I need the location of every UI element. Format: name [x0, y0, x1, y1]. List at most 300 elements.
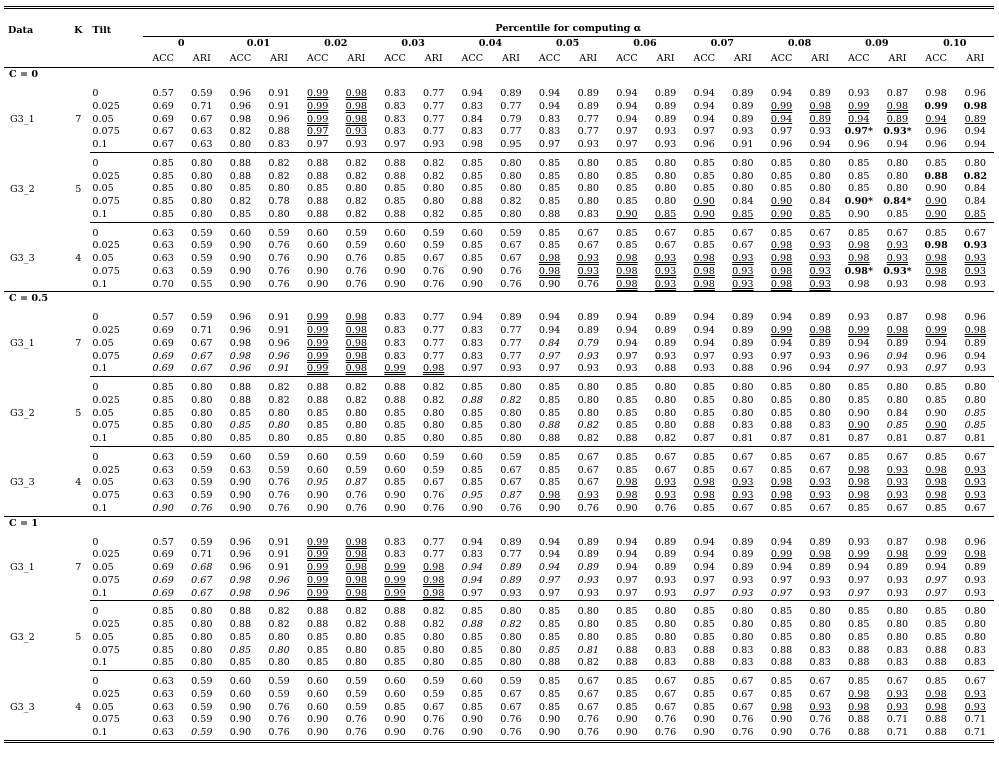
ari-cell: 0.89 [654, 536, 677, 548]
acc-cell: 0.88 [297, 209, 338, 222]
acc-cell: 0.85 [297, 433, 338, 446]
acc-cell: 0.90 [925, 420, 947, 432]
header-percentile-4: 0.04 [478, 38, 503, 50]
table-row [4, 645, 994, 658]
acc-cell: 0.98 [848, 701, 870, 713]
header-ari: ARI [957, 52, 994, 68]
ari-cell: 0.67 [809, 464, 831, 476]
tilt-value: 0.1 [90, 279, 142, 292]
ari-cell: 0.80 [500, 420, 522, 432]
acc-cell: 0.99 [297, 363, 338, 376]
acc-cell: 0.98 [848, 490, 870, 501]
acc-cell: 0.90 [848, 420, 870, 432]
ari-cell: 0.93 [654, 253, 677, 264]
tilt-value: 0.025 [92, 394, 120, 406]
ari-cell: 0.93 [964, 701, 987, 713]
ari-cell: 0.67 [732, 464, 754, 476]
acc-cell: 0.97 [529, 139, 570, 152]
acc-cell: 0.85 [152, 157, 174, 169]
ari-cell: 0.79 [500, 113, 522, 125]
ari-cell: 0.83 [647, 657, 683, 670]
ari-cell: 0.80 [886, 606, 909, 618]
acc-cell: 0.85 [925, 619, 947, 630]
acc-cell: 0.88 [924, 170, 948, 182]
ari-cell: 0.93 [732, 350, 754, 362]
table-row [4, 126, 994, 139]
acc-cell: 0.63 [152, 464, 174, 476]
acc-cell: 0.85 [616, 464, 638, 476]
ari-cell: 0.80 [191, 606, 213, 618]
ari-cell: 0.89 [577, 100, 599, 112]
acc-cell: 0.60 [384, 227, 406, 239]
ari-cell: 0.89 [500, 574, 522, 586]
tilt-value: 0.075 [92, 420, 120, 432]
tilt-value: 0.05 [92, 183, 114, 195]
ari-cell: 0.85 [802, 209, 838, 222]
ari-cell: 0.67 [732, 701, 754, 713]
acc-cell: 0.94 [693, 100, 715, 112]
tilt-value: 0 [92, 606, 99, 618]
table-row [4, 382, 994, 395]
acc-cell: 0.98 [452, 139, 493, 152]
header-ari: ARI [416, 52, 452, 68]
acc-cell: 0.90 [529, 279, 570, 292]
ari-cell: 0.80 [964, 619, 987, 630]
table-row [4, 433, 994, 446]
ari-cell: 0.59 [191, 490, 213, 501]
acc-cell: 0.90 [374, 279, 415, 292]
tilt-value: 0.025 [92, 240, 120, 252]
ari-cell: 0.93 [647, 588, 683, 601]
acc-cell: 0.88 [229, 619, 252, 630]
acc-cell: 0.94 [693, 88, 715, 99]
ari-cell: 0.82 [268, 394, 290, 406]
ari-cell: 0.80 [500, 170, 522, 182]
header-percentile-0: 0 [177, 38, 185, 50]
acc-cell: 0.85 [925, 451, 947, 463]
acc-cell: 0.80 [220, 139, 261, 152]
acc-cell: 0.85 [925, 157, 947, 169]
acc-cell: 0.99 [307, 113, 329, 125]
acc-cell: 0.98 [684, 279, 725, 292]
header-acc: ACC [761, 52, 802, 68]
acc-cell: 0.90 [770, 196, 793, 207]
acc-cell: 0.97 [616, 574, 638, 586]
acc-cell: 0.99 [307, 325, 329, 336]
acc-cell: 0.85 [538, 394, 561, 406]
acc-cell: 0.94 [693, 325, 715, 336]
acc-cell: 0.99 [307, 337, 329, 349]
acc-cell: 0.83 [384, 100, 406, 112]
ari-cell: 0.94 [879, 139, 915, 152]
table-row [4, 549, 994, 562]
ari-cell: 0.91 [268, 312, 290, 324]
ari-cell: 0.77 [422, 350, 445, 362]
acc-cell: 0.88 [538, 420, 561, 432]
ari-cell: 0.83 [261, 139, 297, 152]
acc-cell: 0.88 [848, 714, 870, 726]
acc-cell: 0.98 [538, 265, 561, 277]
acc-cell: 0.97* [844, 126, 873, 138]
acc-cell: 0.85 [538, 631, 561, 643]
header-ari: ARI [338, 52, 374, 68]
acc-cell: 0.69 [143, 588, 184, 601]
ari-cell: 0.91 [268, 536, 290, 548]
acc-cell: 0.90 [461, 265, 483, 277]
acc-cell: 0.88 [916, 657, 957, 670]
ari-cell: 0.93 [802, 279, 838, 292]
tilt-value: 0.05 [92, 562, 114, 573]
ari-cell: 0.80 [191, 644, 213, 656]
acc-cell: 0.90 [307, 490, 329, 501]
acc-cell: 0.97 [693, 126, 715, 138]
ari-cell: 0.71 [191, 325, 213, 336]
ari-cell: 0.67 [886, 227, 909, 239]
acc-cell: 0.98 [916, 279, 957, 292]
acc-cell: 0.98 [606, 279, 647, 292]
acc-cell: 0.85 [152, 382, 174, 393]
ari-cell: 0.85 [957, 209, 994, 222]
ari-cell: 0.89 [500, 536, 522, 548]
acc-cell: 0.94 [770, 562, 793, 573]
acc-cell: 0.57 [152, 312, 174, 324]
acc-cell: 0.85 [848, 183, 870, 195]
ari-cell: 0.76 [268, 240, 290, 252]
acc-cell: 0.85 [461, 240, 483, 252]
table-row [4, 727, 994, 741]
acc-cell: 0.83 [538, 126, 561, 138]
ari-cell: 0.98 [809, 549, 831, 561]
acc-cell: 0.85 [848, 394, 870, 406]
acc-cell: 0.85 [925, 227, 947, 239]
table-row [4, 158, 994, 171]
acc-cell: 0.90 [925, 407, 947, 419]
ari-cell: 0.80 [732, 407, 754, 419]
ari-cell: 0.80 [577, 407, 599, 419]
ari-cell: 0.93 [570, 139, 606, 152]
ari-cell: 0.80 [493, 209, 529, 222]
acc-cell: 0.94 [693, 113, 715, 125]
ari-cell: 0.84* [883, 196, 912, 207]
ari-cell: 0.89 [577, 536, 599, 548]
ari-cell: 0.80 [809, 170, 831, 182]
results-table [4, 6, 994, 745]
ari-cell: 0.94 [886, 350, 909, 362]
ari-cell: 0.59 [422, 451, 445, 463]
ari-cell: 0.59 [268, 451, 290, 463]
ari-cell: 0.93 [886, 688, 909, 700]
acc-cell: 0.98 [925, 464, 947, 476]
acc-cell: 0.97 [606, 588, 647, 601]
tilt-value: 0 [92, 157, 99, 169]
tilt-value: 0.075 [92, 490, 120, 501]
acc-cell: 0.63 [152, 676, 174, 687]
acc-cell: 0.85 [770, 619, 793, 630]
ari-cell: 0.89 [732, 113, 754, 125]
ari-cell: 0.76 [577, 714, 599, 726]
acc-cell: 0.98 [848, 464, 870, 476]
ari-cell: 0.98 [422, 574, 445, 586]
tilt-value: 0.075 [92, 126, 120, 138]
ari-cell: 0.59 [191, 253, 213, 264]
acc-cell: 0.90 [307, 253, 329, 264]
ari-cell: 0.93 [886, 253, 909, 264]
acc-cell: 0.85 [538, 382, 561, 393]
acc-cell: 0.98 [229, 337, 252, 349]
ari-cell: 0.67 [500, 253, 522, 264]
acc-cell: 0.85 [616, 619, 638, 630]
header-spacer [90, 52, 142, 68]
acc-cell: 0.98 [538, 253, 561, 264]
acc-cell: 0.63 [152, 701, 174, 713]
acc-cell: 0.88 [307, 382, 329, 393]
ari-cell: 0.93 [338, 139, 374, 152]
ari-cell: 0.83 [732, 420, 754, 432]
ari-cell: 0.89 [732, 88, 754, 99]
dataset-name: G3_1 [10, 562, 35, 574]
ari-cell: 0.76 [345, 253, 368, 264]
acc-cell: 0.85 [925, 676, 947, 687]
acc-cell: 0.83 [384, 337, 406, 349]
tilt-value: 0 [92, 227, 99, 239]
ari-cell: 0.91 [268, 88, 290, 99]
acc-cell: 0.85 [307, 420, 329, 432]
ari-cell: 0.67 [654, 701, 677, 713]
acc-cell: 0.60 [461, 676, 483, 687]
ari-cell: 0.84 [809, 196, 831, 207]
ari-cell: 0.82 [416, 209, 452, 222]
acc-cell: 0.94 [538, 325, 561, 336]
ari-cell: 0.98 [345, 536, 368, 548]
ari-cell: 0.80 [184, 433, 220, 446]
ari-cell: 0.89 [654, 100, 677, 112]
ari-cell: 0.80 [191, 407, 213, 419]
acc-cell: 0.94 [693, 562, 715, 573]
ari-cell: 0.67 [964, 676, 987, 687]
ari-cell: 0.71 [964, 727, 987, 738]
tilt-value: 0.025 [92, 688, 120, 700]
acc-cell: 0.88 [229, 606, 252, 618]
acc-cell: 0.69 [152, 337, 174, 349]
acc-cell: 0.90 [307, 714, 329, 726]
ari-cell: 0.67 [964, 451, 987, 463]
ari-cell: 0.67 [886, 676, 909, 687]
ari-cell: 0.89 [732, 536, 754, 548]
ari-cell: 0.67 [422, 253, 445, 264]
acc-cell: 0.97 [770, 126, 793, 138]
acc-cell: 0.85 [384, 420, 406, 432]
header-percentile-7: 0.07 [710, 38, 734, 50]
acc-cell: 0.82 [229, 126, 252, 138]
acc-cell: 0.90 [925, 196, 947, 207]
ari-cell: 0.93 [732, 265, 754, 277]
acc-cell: 0.85 [220, 657, 261, 670]
acc-cell: 0.60 [384, 676, 406, 687]
table-row [4, 209, 994, 222]
tilt-value: 0.025 [92, 619, 120, 630]
ari-cell: 0.89 [654, 549, 677, 561]
acc-cell: 0.85 [693, 183, 715, 195]
ari-cell: 0.76 [338, 503, 374, 516]
acc-cell: 0.85 [616, 676, 638, 687]
ari-cell: 0.93 [879, 279, 915, 292]
ari-cell: 0.83 [809, 420, 831, 432]
acc-cell: 0.85 [616, 157, 638, 169]
ari-cell: 0.93 [964, 464, 987, 476]
ari-cell: 0.89 [577, 562, 599, 573]
acc-cell: 0.85 [693, 688, 715, 700]
ari-cell: 0.93 [809, 240, 831, 252]
tilt-value: 0.075 [92, 265, 120, 277]
acc-cell: 0.60 [307, 676, 329, 687]
ari-cell: 0.80 [577, 394, 599, 406]
acc-cell: 0.94 [925, 337, 947, 349]
header-spacer [4, 52, 66, 68]
ari-cell: 0.71 [886, 727, 909, 738]
ari-cell: 0.85 [964, 420, 987, 432]
ari-cell: 0.80 [422, 420, 445, 432]
ari-cell: 0.87 [886, 312, 909, 324]
acc-cell: 0.99 [924, 100, 948, 112]
ari-cell: 0.67 [577, 227, 599, 239]
acc-cell: 0.94 [616, 88, 638, 99]
acc-cell: 0.90 [229, 265, 252, 277]
acc-cell: 0.98 [229, 574, 252, 586]
header-ari: ARI [184, 52, 220, 68]
ari-cell: 0.80 [422, 631, 445, 643]
acc-cell: 0.87 [684, 433, 725, 446]
acc-cell: 0.83 [461, 126, 483, 138]
acc-cell: 0.99 [374, 363, 415, 376]
table-row [4, 676, 994, 689]
k-value: 4 [75, 701, 82, 713]
acc-cell: 0.94 [770, 88, 793, 99]
acc-cell: 0.99 [848, 100, 870, 112]
ari-cell: 0.59 [345, 451, 368, 463]
ari-cell: 0.67 [809, 676, 831, 687]
ari-cell: 0.80 [577, 606, 599, 618]
ari-cell: 0.80 [732, 157, 754, 169]
acc-cell: 0.85 [384, 196, 406, 207]
ari-cell: 0.59 [191, 701, 213, 713]
ari-cell: 0.76 [577, 727, 599, 738]
ari-cell: 0.59 [345, 240, 368, 252]
acc-cell: 0.94 [770, 337, 793, 349]
ari-cell: 0.76 [422, 265, 445, 277]
acc-cell: 0.85 [761, 503, 802, 516]
acc-cell: 0.85 [143, 657, 184, 670]
ari-cell: 0.91 [268, 549, 290, 561]
acc-cell: 0.98 [848, 688, 870, 700]
acc-cell: 0.85 [461, 170, 483, 182]
acc-cell: 0.97 [297, 139, 338, 152]
acc-cell: 0.96 [229, 536, 252, 548]
acc-cell: 0.88 [529, 209, 570, 222]
tilt-value: 0.025 [92, 325, 120, 336]
acc-cell: 0.98* [844, 265, 873, 277]
tilt-value: 0.075 [92, 644, 120, 656]
acc-cell: 0.99 [925, 325, 947, 336]
tilt-value: 0.1 [90, 588, 142, 601]
ari-cell: 0.93 [577, 490, 599, 501]
ari-cell: 0.76 [809, 714, 831, 726]
ari-cell: 0.93 [886, 701, 909, 713]
ari-cell: 0.77 [422, 113, 445, 125]
acc-cell: 0.85 [770, 464, 793, 476]
ari-cell: 0.85 [725, 209, 761, 222]
tilt-value: 0 [92, 88, 99, 99]
ari-cell: 0.76 [345, 714, 368, 726]
ari-cell: 0.89 [809, 113, 831, 125]
ari-cell: 0.87 [345, 477, 368, 489]
ari-cell: 0.80 [493, 433, 529, 446]
acc-cell: 0.85 [538, 701, 561, 713]
acc-cell: 0.85 [220, 209, 261, 222]
acc-cell: 0.90 [606, 503, 647, 516]
ari-cell: 0.80 [345, 407, 368, 419]
ari-cell: 0.67 [732, 688, 754, 700]
acc-cell: 0.60 [229, 451, 252, 463]
ari-cell: 0.80 [577, 196, 599, 207]
acc-cell: 0.83 [461, 100, 483, 112]
ari-cell: 0.80 [184, 209, 220, 222]
ari-cell: 0.83 [809, 644, 831, 656]
ari-cell: 0.67 [191, 337, 213, 349]
acc-cell: 0.85 [770, 157, 793, 169]
acc-cell: 0.97 [538, 574, 561, 586]
acc-cell: 0.97 [606, 139, 647, 152]
acc-cell: 0.98 [770, 240, 793, 252]
ari-cell: 0.80 [500, 606, 522, 618]
header-percentile-5: 0.05 [555, 38, 580, 50]
ari-cell: 0.76 [654, 714, 677, 726]
ari-cell: 0.59 [191, 688, 213, 700]
ari-cell: 0.77 [577, 126, 599, 138]
acc-cell: 0.90 [297, 279, 338, 292]
ari-cell: 0.87 [886, 88, 909, 99]
ari-cell: 0.76 [809, 727, 831, 738]
acc-cell: 0.85 [307, 183, 329, 195]
ari-cell: 0.67 [654, 464, 677, 476]
acc-cell: 0.60 [307, 240, 329, 252]
ari-cell: 0.59 [422, 227, 445, 239]
ari-cell: 0.80 [886, 382, 909, 393]
acc-cell: 0.96 [229, 549, 252, 561]
acc-cell: 0.94 [616, 536, 638, 548]
acc-cell: 0.83 [384, 536, 406, 548]
tilt-value: 0.1 [90, 503, 142, 516]
ari-cell: 0.93 [964, 477, 987, 489]
ari-cell: 0.80 [886, 157, 909, 169]
acc-cell: 0.85 [693, 619, 715, 630]
ari-cell: 0.83 [964, 644, 987, 656]
ari-cell: 0.82 [422, 619, 445, 630]
k-value: 7 [75, 562, 82, 574]
ari-cell: 0.93 [654, 126, 677, 138]
acc-cell: 0.93 [848, 312, 870, 324]
acc-cell: 0.90 [770, 714, 793, 726]
acc-cell: 0.90 [229, 490, 252, 501]
acc-cell: 0.99 [307, 100, 329, 112]
acc-cell: 0.98 [616, 477, 638, 489]
header-acc: ACC [220, 52, 261, 68]
ari-cell: 0.80 [261, 209, 297, 222]
acc-cell: 0.85 [152, 170, 174, 182]
header-ari: ARI [802, 52, 838, 68]
acc-cell: 0.96 [925, 126, 947, 138]
acc-cell: 0.60 [307, 701, 329, 713]
acc-cell: 0.88 [229, 170, 252, 182]
